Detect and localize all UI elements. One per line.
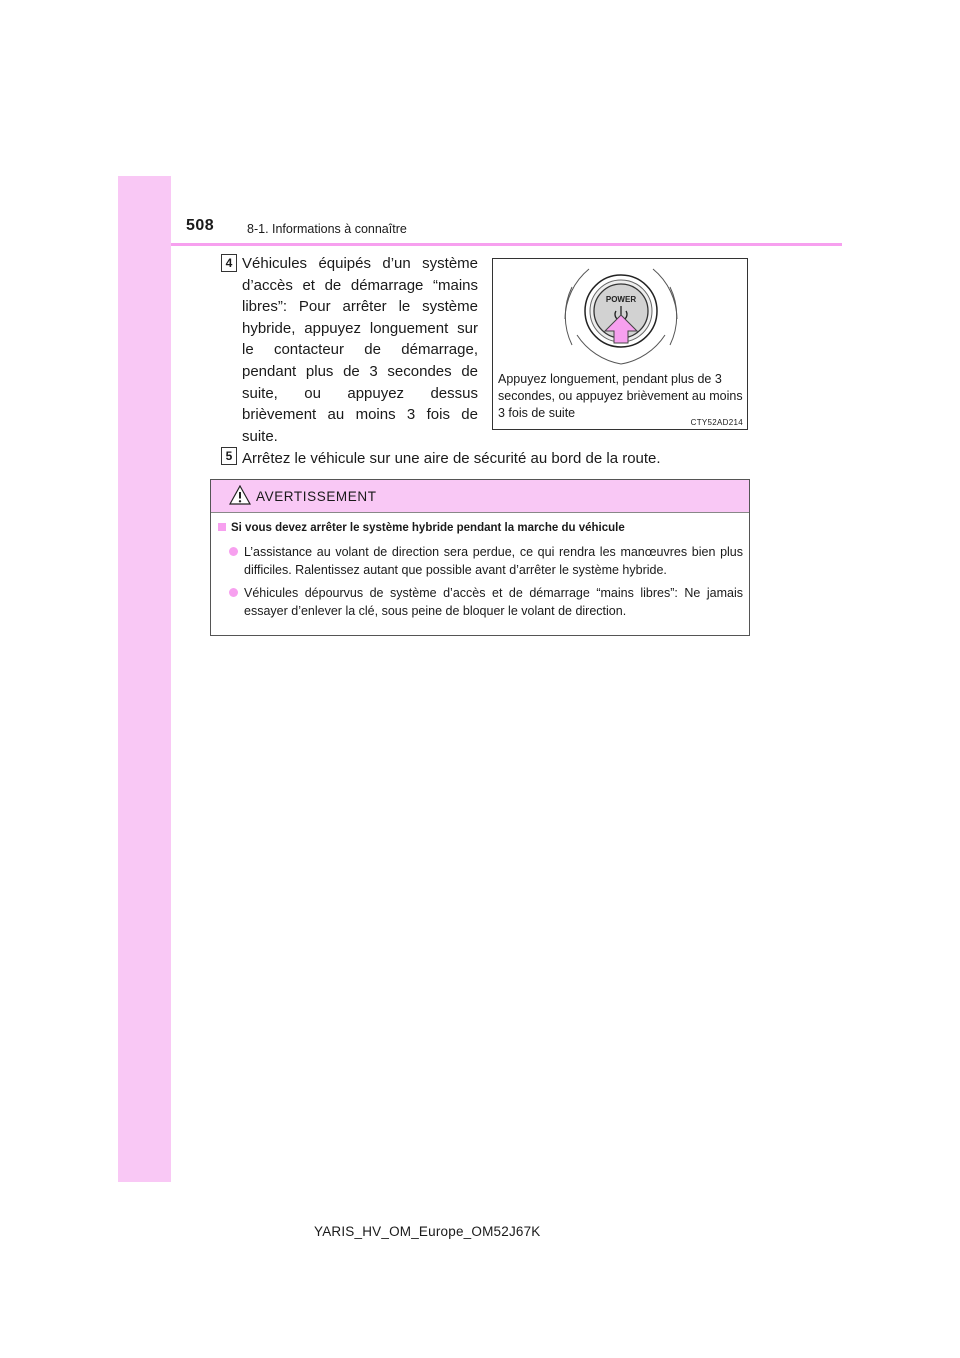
warning-title: AVERTISSEMENT bbox=[256, 489, 377, 504]
figure-code: CTY52AD214 bbox=[690, 418, 743, 427]
page-number: 508 bbox=[186, 217, 215, 234]
warning-bullet-text: L’assistance au volant de direction sera perdue, ce qui rendra les manœuvres bien plus difficiles. Ralentissez autant que possible avant d’arrêter le système hybride. bbox=[244, 545, 743, 577]
power-switch-figure bbox=[492, 258, 748, 430]
step-marker-5: 5 bbox=[221, 447, 237, 465]
warning-bullet bbox=[229, 543, 743, 579]
warning-header bbox=[211, 480, 749, 513]
step-5-text: Arrêtez le véhicule sur une aire de sécurité au bord de la route. bbox=[242, 450, 661, 467]
power-button-label: POWER bbox=[605, 295, 637, 304]
step-marker-4: 4 bbox=[221, 254, 237, 272]
circle-bullet-icon bbox=[229, 547, 238, 556]
warning-box bbox=[210, 479, 750, 636]
warning-bullet bbox=[229, 584, 743, 620]
section-title: 8-1. Informations à connaître bbox=[247, 222, 407, 236]
step-4-text: Véhicules équipés d’un système d’accès et de démarrage “mains libres”: Pour arrêter le système hybride, appuyez longuement sur le contacteur de démarrage, pendant plus de 3 secondes de suite, ou appuyez dessus brièvement au moins 3 fois de suite. bbox=[242, 255, 478, 445]
header-rule bbox=[171, 243, 842, 246]
circle-bullet-icon bbox=[229, 588, 238, 597]
figure-caption: Appuyez longuement, pendant plus de 3 secondes, ou appuyez brièvement au moins 3 fois de suite bbox=[498, 372, 743, 420]
warning-heading bbox=[218, 522, 625, 534]
warning-bullet-text: Véhicules dépourvus de système d’accès et de démarrage “mains libres”: Ne jamais essayer d’enlever la clé, sous peine de bloquer le volant de direction. bbox=[244, 586, 743, 618]
footer-model-code: YARIS_HV_OM_Europe_OM52J67K bbox=[314, 1224, 541, 1239]
chapter-sidebar-tab bbox=[118, 176, 171, 1182]
square-bullet-icon bbox=[218, 523, 226, 531]
warning-triangle-icon bbox=[229, 485, 251, 505]
warning-heading-text: Si vous devez arrêter le système hybride pendant la marche du véhicule bbox=[231, 522, 625, 534]
